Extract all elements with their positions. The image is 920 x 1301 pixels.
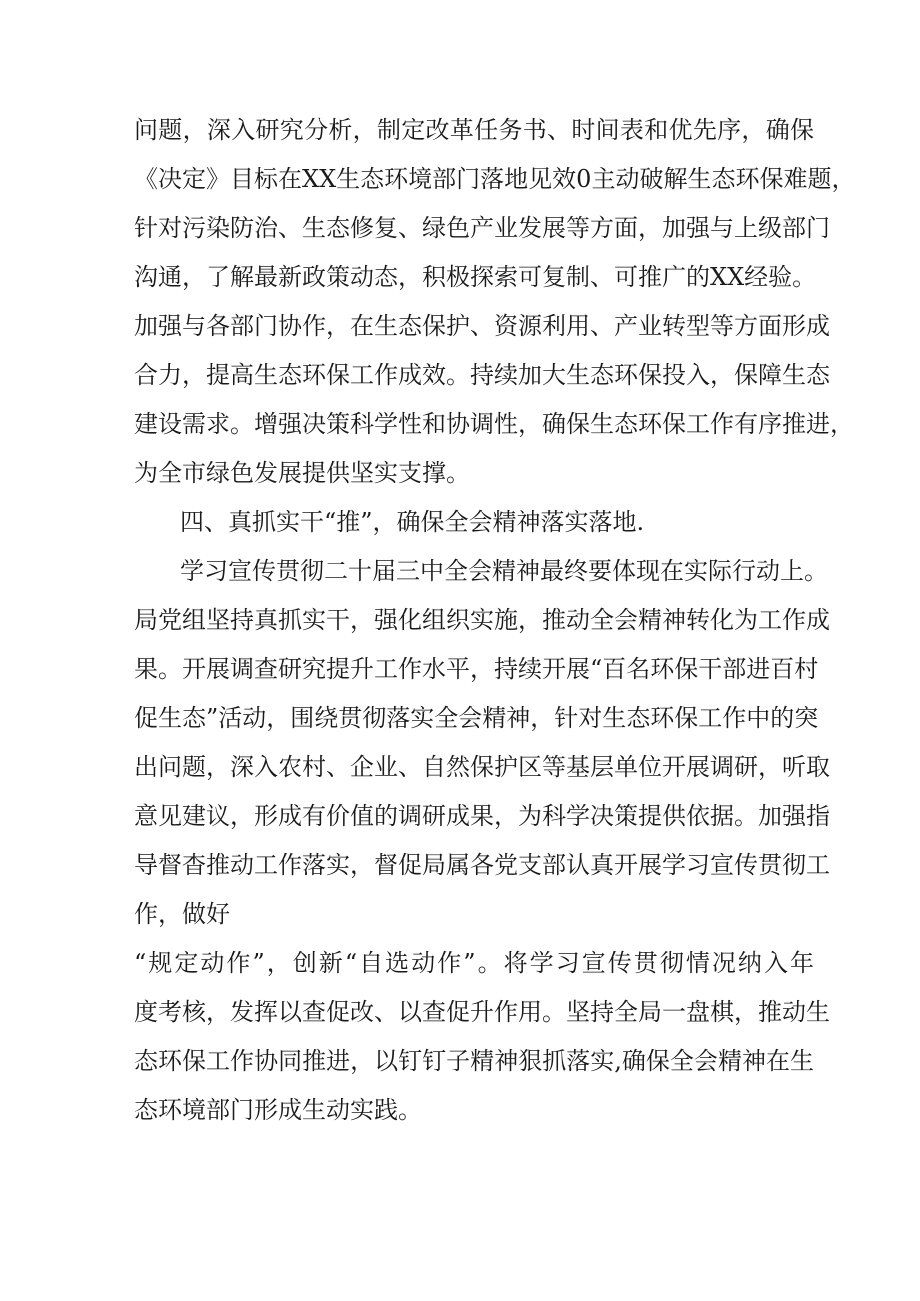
text-line: 为全市绿色发展提供坚实支撑。 <box>134 459 470 487</box>
text-line: 局党组坚持真抓实干，强化组织实施，推动全会精神转化为工作成 <box>134 606 830 634</box>
text-line: 针对污染防治、生态修复、绿色产业发展等方面，加强与上级部门 <box>134 214 830 242</box>
text-line: 问题，深入研究分析，制定改革任务书、时间表和优先序，确保 <box>134 116 814 144</box>
text-line: 态环保工作协同推进，以钉钉子精神狠抓落实,确保全会精神在生 <box>134 1047 814 1075</box>
text-line: 意见建议，形成有价值的调研成果，为科学决策提供依据。加强指 <box>134 802 830 830</box>
text-line: 度考核，发挥以查促改、以查促升作用。坚持全局一盘棋，推动生 <box>134 998 830 1026</box>
text-line: 学习宣传贯彻二十届三中全会精神最终要体现在实际行动上。 <box>180 557 828 585</box>
section-heading: 四、真抓实干“推”，确保全会精神落实落地. <box>180 508 645 536</box>
text-line: “规定动作”，创新“自选动作”。将学习宣传贯彻情况纳入年 <box>134 949 814 977</box>
text-line: 合力，提高生态环保工作成效。持续加大生态环保投入，保障生态 <box>134 361 830 389</box>
text-line: 促生态”活动，围绕贯彻落实全会精神，针对生态环保工作中的突 <box>134 704 819 732</box>
text-line: 沟通，了解最新政策动态，积极探索可复制、可推广的XX经验。 <box>134 263 817 291</box>
text-line: 《决定》目标在XX生态环境部门落地见效0主动破解生态环保难题， <box>134 165 856 193</box>
text-line: 态环境部门形成生动实践。 <box>134 1096 422 1124</box>
text-line: 建设需求。增强决策科学性和协调性，确保生态环保工作有序推进， <box>134 410 854 438</box>
text-line: 导督杳推动工作落实，督促局属各党支部认真开展学习宣传贯彻工 <box>134 851 830 879</box>
text-line: 果。开展调查研究提升工作水平，持续开展“百名环保干部进百村 <box>134 655 819 683</box>
text-line: 作，做好 <box>134 900 230 928</box>
text-line: 出问题，深入农村、企业、自然保护区等基层单位开展调研，听取 <box>134 753 830 781</box>
text-line: 加强与各部门协作，在生态保护、资源利用、产业转型等方面形成 <box>134 312 830 340</box>
